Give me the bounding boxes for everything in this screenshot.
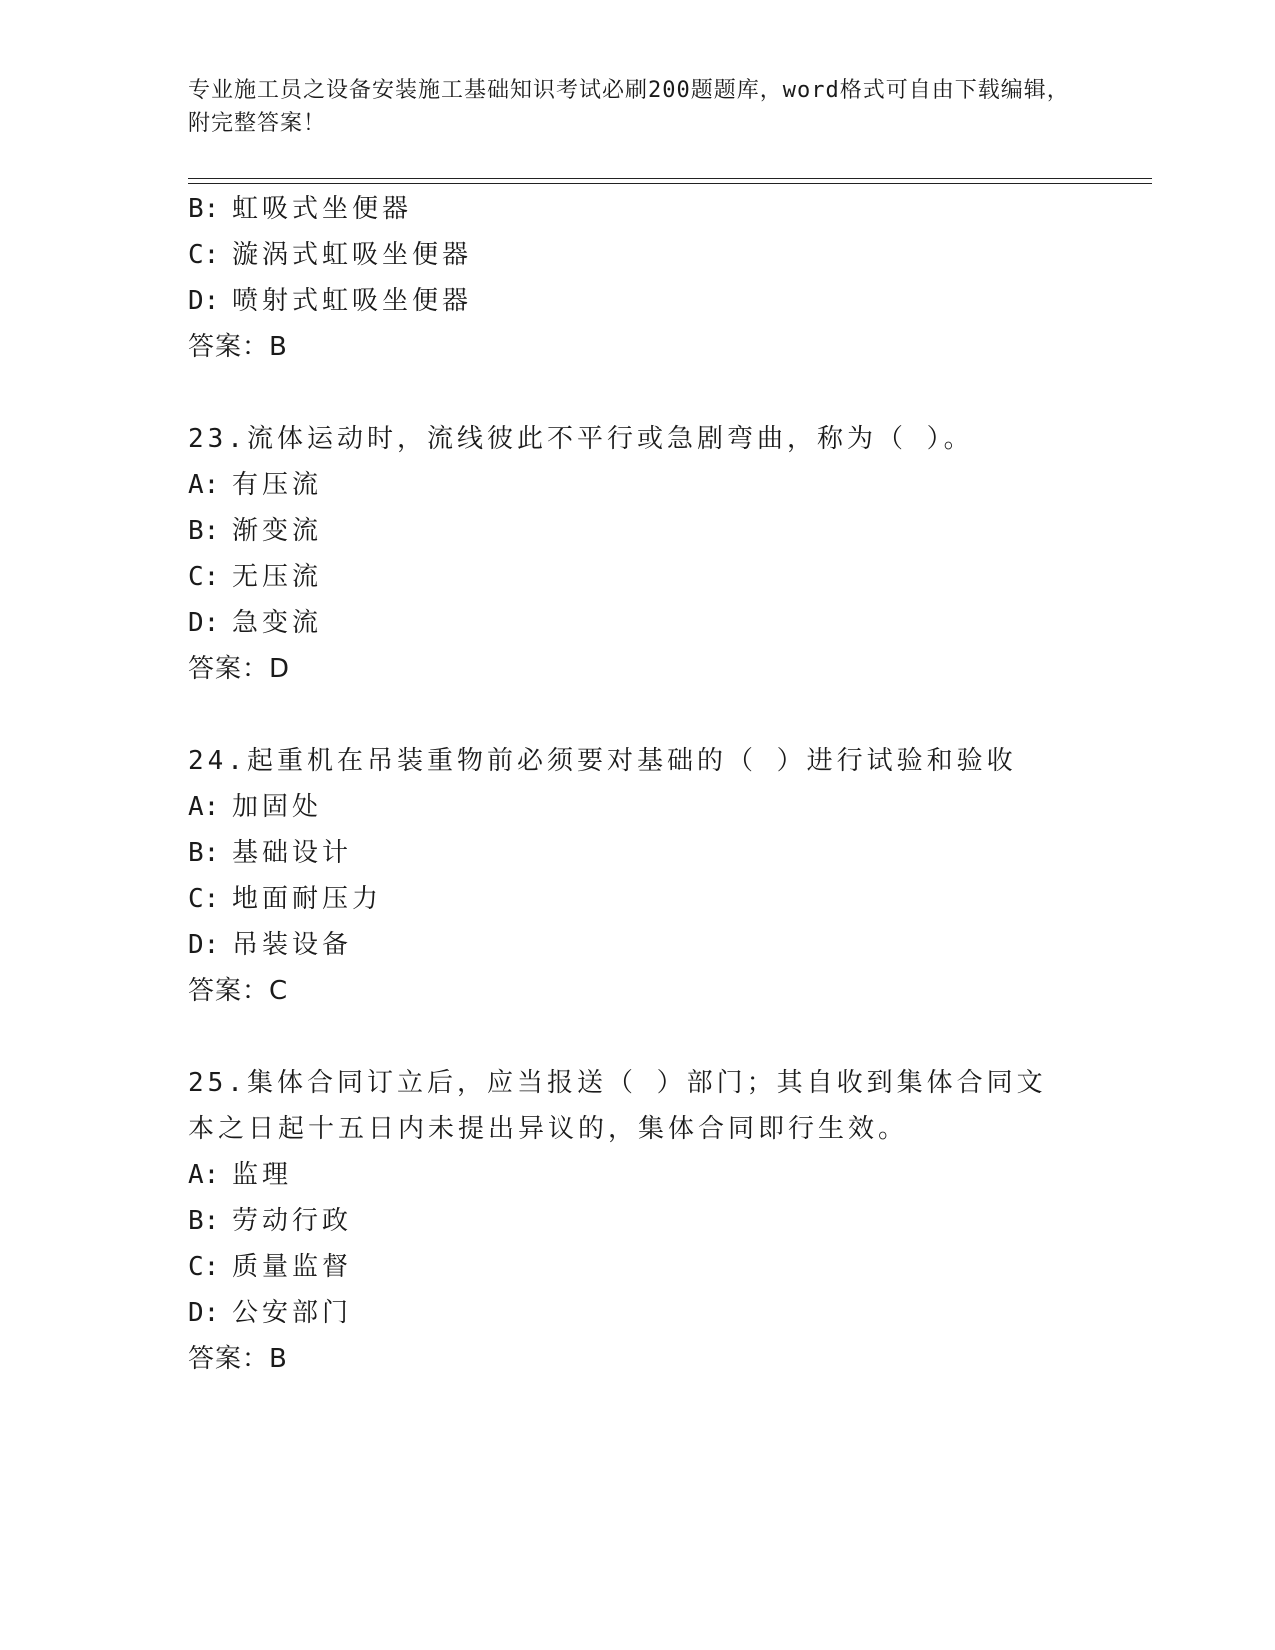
question-block	[188, 416, 1088, 692]
spacer	[188, 692, 1088, 738]
answer-line: 答案：B	[188, 1344, 288, 1374]
option-c: C: 质量监督	[188, 1252, 353, 1282]
question-text: 23.流体运动时，流线彼此不平行或急剧弯曲，称为（ ）。	[188, 424, 974, 454]
option-b: B: 基础设计	[188, 838, 353, 868]
question-block	[188, 738, 1088, 1014]
answer-line: 答案：B	[188, 332, 288, 362]
question-text: 24.起重机在吊装重物前必须要对基础的（ ）进行试验和验收	[188, 746, 1017, 776]
option-b: B: 渐变流	[188, 516, 323, 546]
option-d: D: 喷射式虹吸坐便器	[188, 286, 473, 316]
question-text: 25.集体合同订立后，应当报送（ ）部门；其自收到集体合同文本之日起十五日内未提出异议的，集体合同即行生效。	[188, 1068, 1047, 1144]
option-c: C: 地面耐压力	[188, 884, 383, 914]
option-a: A: 有压流	[188, 470, 323, 500]
continued-question	[188, 186, 1088, 370]
header-rule-bottom	[188, 183, 1152, 184]
answer-line: 答案：C	[188, 976, 289, 1006]
header-title: 专业施工员之设备安装施工基础知识考试必刷200题题库，word格式可自由下载编辑，附完整答案！	[188, 78, 1070, 136]
option-c: C: 无压流	[188, 562, 323, 592]
option-d: D: 公安部门	[188, 1298, 353, 1328]
header-rule-top	[188, 178, 1152, 179]
option-b: B: 虹吸式坐便器	[188, 194, 413, 224]
spacer	[188, 370, 1088, 416]
document-header	[188, 74, 1088, 140]
option-c: C: 漩涡式虹吸坐便器	[188, 240, 473, 270]
option-a: A: 加固处	[188, 792, 323, 822]
answer-line: 答案：D	[188, 654, 291, 684]
question-list	[188, 186, 1088, 1382]
spacer	[188, 1014, 1088, 1060]
option-d: D: 急变流	[188, 608, 323, 638]
option-d: D: 吊装设备	[188, 930, 353, 960]
option-a: A: 监理	[188, 1160, 293, 1190]
option-b: B: 劳动行政	[188, 1206, 353, 1236]
question-block	[188, 1060, 1088, 1382]
